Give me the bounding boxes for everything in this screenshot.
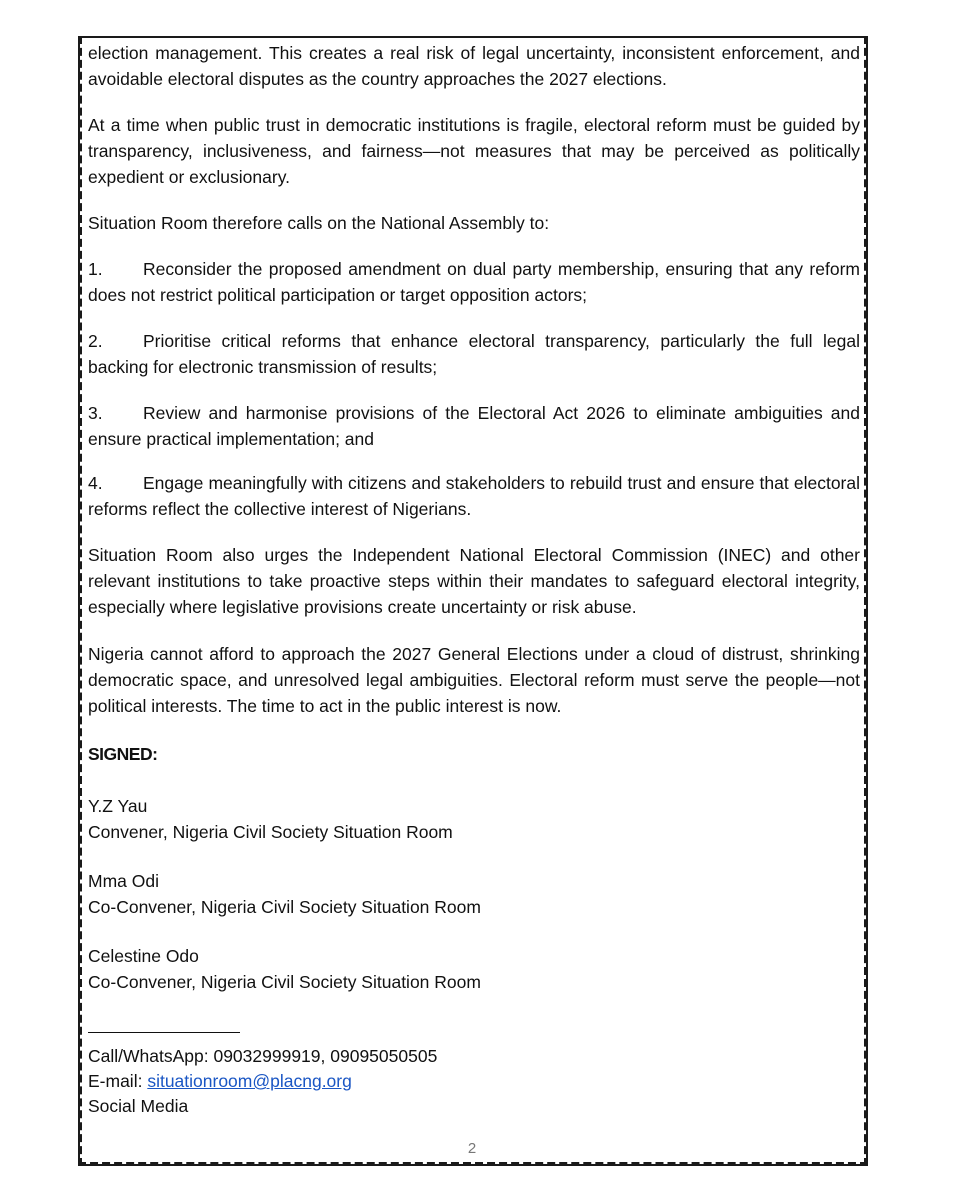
signature-divider xyxy=(88,1032,240,1033)
signed-heading: SIGNED: xyxy=(88,744,158,764)
list-item-number: 1. xyxy=(88,259,103,279)
contact-phone: Call/WhatsApp: 09032999919, 09095050505 xyxy=(88,1046,438,1066)
signatory-block xyxy=(88,793,453,845)
list-item-number: 2. xyxy=(88,331,103,351)
list-item xyxy=(88,256,860,308)
list-item-text: Prioritise critical reforms that enhance electoral transparency, particularly the full legal backing for electronic transmission of results; xyxy=(88,331,860,377)
contact-email-line xyxy=(88,1069,437,1094)
email-label: E-mail: xyxy=(88,1071,148,1091)
paragraph-calls: Situation Room therefore calls on the National Assembly to: xyxy=(88,213,550,233)
signatory-title: Convener, Nigeria Civil Society Situation Room xyxy=(88,822,453,842)
signatory-title: Co-Convener, Nigeria Civil Society Situation Room xyxy=(88,972,481,992)
list-item-text: Review and harmonise provisions of the Electoral Act 2026 to eliminate ambiguities and ensure practical implementation; and xyxy=(88,403,860,449)
signatory-name: Mma Odi xyxy=(88,871,159,891)
paragraph-inec: Situation Room also urges the Independent National Electoral Commission (INEC) and other relevant institutions to take proactive steps within their mandates to safeguard electoral integrity, especially where legislative provisions create uncertainty or risk abuse. xyxy=(88,545,860,617)
signatory-name: Celestine Odo xyxy=(88,946,199,966)
signatory-block xyxy=(88,943,481,995)
paragraph-public-trust: At a time when public trust in democratic institutions is fragile, electoral reform must be guided by transparency, inclusiveness, and fairness—not measures that may be perceived as politically expedient or exclusionary. xyxy=(88,115,860,187)
signatory-block xyxy=(88,868,481,920)
paragraph-closing: Nigeria cannot afford to approach the 2027 General Elections under a cloud of distrust, shrinking democratic space, and unresolved legal ambiguities. Electoral reform must serve the people—not political interests. The time to act in the public interest is now. xyxy=(88,644,860,716)
list-item-number: 4. xyxy=(88,473,103,493)
list-item-number: 3. xyxy=(88,403,103,423)
contact-block xyxy=(88,1044,437,1119)
email-link[interactable]: situationroom@placng.org xyxy=(147,1071,352,1091)
page-number: 2 xyxy=(467,1140,477,1157)
signatory-name: Y.Z Yau xyxy=(88,796,148,816)
list-item-text: Reconsider the proposed amendment on dual party membership, ensuring that any reform does not restrict political participation or target opposition actors; xyxy=(88,259,860,305)
contact-social: Social Media xyxy=(88,1096,189,1116)
list-item-text: Engage meaningfully with citizens and stakeholders to rebuild trust and ensure that electoral reforms reflect the collective interest of Nigerians. xyxy=(88,473,860,519)
list-item xyxy=(88,400,860,452)
signatory-title: Co-Convener, Nigeria Civil Society Situation Room xyxy=(88,897,481,917)
list-item xyxy=(88,470,860,522)
list-item xyxy=(88,328,860,380)
paragraph-intro: election management. This creates a real risk of legal uncertainty, inconsistent enforcement, and avoidable electoral disputes as the country approaches the 2027 elections. xyxy=(88,43,860,89)
